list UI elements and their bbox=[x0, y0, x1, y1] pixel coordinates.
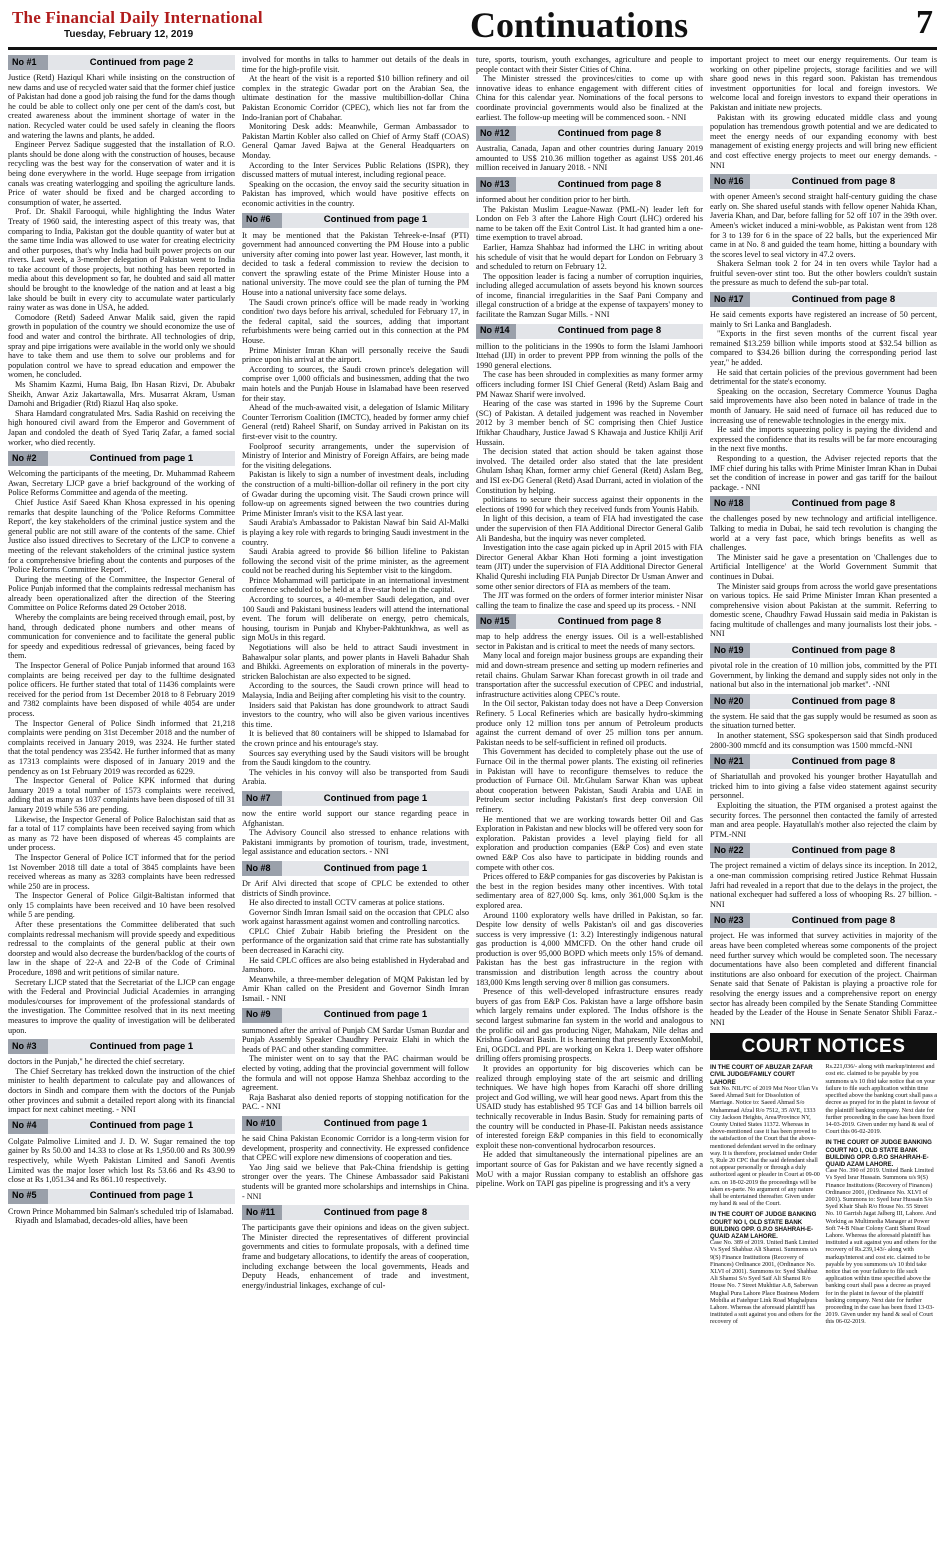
column-3 bbox=[476, 55, 703, 1565]
continuation-header bbox=[8, 1189, 235, 1204]
article-paragraph: Secretary LJCP stated that the Secretariat of the LJCP can engage with the Federal and Provincial Judicial Academies in arranging modules/courses for improvement of the professional standards of the investigation. The Committee resolved that in its next meeting measures to improve the quality of investigation will be deliberated upon. bbox=[8, 977, 235, 1035]
continuation-header bbox=[242, 1008, 469, 1023]
masthead-rule bbox=[8, 47, 937, 50]
continuation-header bbox=[242, 213, 469, 228]
article-paragraph: The Inspector General of Police Gilgit-Baltistan informed that only 15 complaints have been received and 10 have been resolved while 5 are pending. bbox=[8, 891, 235, 920]
continued-from-label: Continued from page 8 bbox=[750, 694, 937, 709]
article-paragraph: ture, sports, tourism, youth exchanges, agriculture and people to people contact with their Sister Cities of China. bbox=[476, 55, 703, 74]
story-number: No #22 bbox=[710, 843, 750, 858]
court-notices-banner: COURT NOTICES bbox=[710, 1033, 937, 1060]
story-number: No #16 bbox=[710, 174, 750, 189]
article-paragraph: Ahead of the much-awaited visit, a delegation of Islamic Military Counter Terrorism Coalition (IMCTC), headed by former army chief General (retd) Raheel Sharif, on Sunday arrived in Pakistan on its first-ever visit to the country. bbox=[242, 403, 469, 441]
continuation-header bbox=[8, 55, 235, 70]
article-paragraph: Prof. Dr. Shakil Farooqui, while highlighting the Indus Water Treaty of 1960 said, the interesting aspect of this treaty was, that comparing to India, Pakistan got the double quantity of water but at the same time India was allowed to use water for creating electricity and other purposes, that's why India had built power projects on our rivers. Last week, a 3-member delegation of Pakistan went to India to take account of those projects, but nothing has been reported in media about this development so far, he doubted and said all matter should be brought to the knowledge of the nation and at least a big lake should be built in every city to accumulate water particularly rainy water as was done in USA, he added. bbox=[8, 207, 235, 313]
article-paragraph: Insiders said that Pakistan has done groundwork to attract Saudi investors to the country, who will also be given various incentives this time. bbox=[242, 700, 469, 729]
article-paragraph: The Inspector General of Police ICT informed that for the period 1st November 2018 till date a total of 3845 complaints have been received whereas as many as 3283 complaints have been redressed while 250 are in process. bbox=[8, 852, 235, 891]
article-paragraph: Monitoring Desk adds: Meanwhile, German Ambassador to Pakistan Martin Kobler also called on Chief of Army Staff (COAS) General Qamar Javed Bajwa at the General Headquarters on Monday. bbox=[242, 122, 469, 160]
article-paragraph: It provides an opportunity for big discoveries which can be realized through employing state of the art seismic and drilling techniques. We have high hopes from Karachi off shore drilling project and God willing, we will hear good news. Apart from this the USAID study has established 95 TCF Gas and 14 billion barrels oil technically recoverable in Indus Basin. Study for remaining parts of the country will be conducted in Phase-II. Pakistan needs assistance of interested foreign E&P companies in this field to economically exploit these non-conventional hydrocarbon resources. bbox=[476, 1064, 703, 1150]
article-paragraph: It is believed that 80 containers will be shipped to Islamabad for the crown prince and his entourage's stay. bbox=[242, 729, 469, 748]
story-number: No #6 bbox=[242, 213, 282, 228]
article-paragraph: The project remained a victim of delays since its inception. In 2012, a one-man commission comprising retired Justice Rehmat Hussain Jafri had revealed in a report that due to the delays in the project, the national exchequer had suffered a loss of whooping Rs. 27 billion. - NNI bbox=[710, 861, 937, 909]
article-paragraph: Justice (Retd) Haziqul Khari while insisting on the construction of new dams and use of recycled water said that the former chief justice of Pakistan had done a good job raising the fund for the dams though he could be able to collect only one per cent of the dam's cost, but created awareness about the imminent shortage of water in the nation. Recycled water could be used safely in cleaning the floors and watering the lawns and plants, he added. bbox=[8, 73, 235, 140]
continuation-header bbox=[8, 1039, 235, 1054]
story-number: No #9 bbox=[242, 1008, 282, 1023]
article-paragraph: At the heart of the visit is a reported $10 billion refinery and oil complex in the strategic Gwadar port on the Arabian Sea, the ultimate destination for the massive multibillion-dollar China Pakistan Economic Corridor (CPEC), which lies not far from the Indo-Iranian port of Chabahar. bbox=[242, 74, 469, 122]
story-number: No #12 bbox=[476, 126, 516, 141]
story-number: No #10 bbox=[242, 1116, 282, 1131]
continuation-header bbox=[8, 1119, 235, 1134]
continued-from-label: Continued from page 8 bbox=[516, 614, 703, 629]
article-paragraph: He also directed to install CCTV cameras at police stations. bbox=[249, 898, 445, 908]
article-paragraph: He added that simultaneously the international pipelines are an important source of Gas for Pakistan and we have recently signed a MoU with a major Russian company to establish an offshore gas pipeline. Work on TAPI gas pipeline is progressing and it's a very bbox=[476, 1150, 703, 1189]
court-notice-heading: IN THE COURT OF ABUZAR ZAFAR CIVIL JUDGE/FAMILY COURT LAHORE bbox=[710, 1064, 813, 1086]
article-paragraph: The Minister stressed the provinces/cities to come up with innovative ideas to enhance engagement with different cities of China for this calendar year. Nominations of the focal persons to coordinate provincial governments would also be finalized at the earliest. The follow-up meeting will be commenced soon. - NNI bbox=[476, 74, 703, 122]
article-paragraph: with opener Ameen's second straight half-century guiding the chase early on. She shared useful stands with fellow opener Nahida Khan, Javeria Khan, and Dar, before falling for 52 off 107 in the 39th over. Ameen's wicket induced a mini-wobble, as Pakistan went from 128 for 3 to 139 for 6 in the space of 22 balls, but the experienced Mir came in at No. 8 and guided the team home, hitting a boundary with the scores level to seal victory in 47.2 overs. bbox=[710, 192, 937, 259]
story-number: No #3 bbox=[8, 1039, 48, 1054]
article-paragraph: He said CPLC offices are also being established in Hyderabad and Jamshoro. bbox=[242, 955, 469, 975]
article-paragraph: "Exports in the first seven months of the current fiscal year remained $13.259 billion while imports stood at $32.54 billion as compared to $34.26 billion during the corresponding period last year," he added. bbox=[710, 329, 937, 368]
article-paragraph: Crown Prince Mohammed bin Salman's scheduled trip of Islamabad. bbox=[8, 1206, 234, 1216]
article-paragraph: Speaking on the occasion, Secretary Commerce Younus Dagha said improvements have also been noted in balance of trade in the month of January. He said need of furnace oil has reduced due to increasing use of renewable technologies in the energy mix. bbox=[710, 386, 937, 425]
continued-from-label: Continued from page 8 bbox=[516, 324, 703, 339]
article-paragraph: he said China Pakistan Economic Corridor is a long-term vision for development, prosperity and connectivity. He expressed confidence that CPEC will explore new dimensions of cooperation and ties. bbox=[242, 1133, 469, 1163]
continuation-header bbox=[242, 1205, 469, 1220]
article-paragraph: The case has been shrouded in complexities as many former army officers including former ISI Chief General (Retd) Aslam Baig and PM Nawaz Sharif were involved. bbox=[476, 370, 703, 399]
continued-from-label: Continued from page 8 bbox=[750, 174, 937, 189]
continuation-header bbox=[242, 1116, 469, 1131]
continuation-header bbox=[710, 694, 937, 709]
continued-from-label: Continued from page 8 bbox=[750, 913, 937, 928]
story-number: No #15 bbox=[476, 614, 516, 629]
article-paragraph: summoned after the arrival of Punjab CM Sardar Usman Buzdar and Punjab Assembly Speaker Chaudhry Pervaiz Elahi in which the heads of PAC and other standing committee. bbox=[242, 1025, 469, 1054]
column-1 bbox=[8, 55, 235, 1565]
article-paragraph: Chief Justice Asif Saeed Khan Khosa expressed in his opening remarks that despite launching of the 'Police Reforms Committee Report', the key stakeholders of the criminal justice system and the general public are not still aware of the contents of the same. Chief Justice also issued directives to Secretary of the LJCP to convene a meeting of the relevant stakeholders of the criminal justice system for a comprehensive briefing about the contents and purposes of the 'Police Reforms Committee Report'. bbox=[8, 497, 235, 575]
continued-from-label: Continued from page 8 bbox=[750, 643, 937, 658]
article-paragraph: Earlier, Hamza Shahbaz had informed the LHC in writing about his schedule of visit that he would depart for London on February 3 and scheduled to return on February 12. bbox=[476, 242, 703, 272]
article-paragraph: Negotiations will also be held to attract Saudi investment in Bahawalpur solar plants, and power plants in Haveli Bahadur Shah and Bhikki. Agreements on exploration of minerals in the poverty-stricken Balochistan are also expected to be signed. bbox=[242, 643, 469, 681]
article-paragraph: Welcoming the participants of the meeting, Dr. Muhammad Raheem Awan, Secretary LJCP gave a brief background of the working of Police Reforms Committee and agenda of the meeting. bbox=[8, 469, 235, 498]
column-2 bbox=[242, 55, 469, 1565]
story-number: No #1 bbox=[8, 55, 48, 70]
continued-from-label: Continued from page 1 bbox=[282, 791, 469, 806]
article-paragraph: Meanwhile, a three-member delegation of MQM Pakistan led by Amir Khan called on the President and Governor Sindh Imran Ismail. - NNI bbox=[242, 974, 469, 1004]
continued-from-label: Continued from page 1 bbox=[48, 1119, 235, 1134]
article-paragraph: According to the sources, the Saudi crown prince will head to Malaysia, India and Beijing after completing his visit to the country. bbox=[242, 681, 469, 700]
article-paragraph: Whereby the complaints are being received through email, post, by hand, through dedicated phone numbers and other means of communication for convenience and to facilitate the general public for speedy and expeditious redressal of grievances, being faced by them. bbox=[8, 613, 235, 661]
article-paragraph: The vehicles in his convoy will also be transported from Saudi Arabia. bbox=[242, 767, 469, 787]
story-number: No #21 bbox=[710, 754, 750, 769]
continued-from-label: Continued from page 1 bbox=[282, 213, 469, 228]
article-paragraph: The Saudi crown prince's office will be made ready in 'working condition' two days before his arrival, scheduled for February 17, in the federal capital, said the sources, adding that important refurbishments were being carried out in this connection at the PM House. bbox=[242, 297, 469, 346]
court-notices bbox=[710, 1064, 937, 1329]
article-paragraph: informed about her condition prior to her birth. bbox=[476, 194, 631, 204]
court-notice-column bbox=[826, 1064, 938, 1329]
continuation-header bbox=[242, 861, 469, 876]
article-paragraph: Comodore (Retd) Sadeed Anwar Malik said, given the rapid growth in population of the country we should economize the use of food and water and control the birthrate. All technologies of drip, spray and pipe irrigations were available in the world only we should have to take them and use them to solve our problems and for population control we have to spread education and empower the women, he concluded. bbox=[8, 312, 235, 380]
continued-from-label: Continued from page 8 bbox=[750, 496, 937, 511]
article-paragraph: Shara Hamdard congratulated Mrs. Sadia Rashid on receiving the high honoured civil award from the Emperor and Government of Japan and condoled the death of Syed Tariq Zafar, a famed social worker, who died recently. bbox=[8, 408, 235, 447]
court-notice-column bbox=[710, 1064, 822, 1329]
continuation-header bbox=[476, 177, 703, 192]
article-paragraph: The Inspector General of Police Sindh informed that 21,218 complaints were pending on 31st December 2018 and the number of complaints received in January 2019, was 2324. He further stated that the total pendency was 23542. He further informed that as many as 17313 complaints were disposed of in January 2019 and the pendency as on 1st February 2019 was recorded as 6229. bbox=[8, 718, 235, 776]
continuation-header bbox=[710, 496, 937, 511]
story-number: No #23 bbox=[710, 913, 750, 928]
story-number: No #17 bbox=[710, 292, 750, 307]
column-4 bbox=[710, 55, 937, 1565]
story-number: No #7 bbox=[242, 791, 282, 806]
article-paragraph: Colgate Palmolive Limited and J. D. W. Sugar remained the top gainer by Rs 50.00 and 14.33 to close at Rs 1,950.00 and Rs 300.99 respectively, while Wyeth Pakistan Limited and Sanofi Aventis Limited was the major loser which lost Rs 53.66 and Rs 43.90 to close at Rs 1,051.34 and Rs 861.10 respectively. bbox=[8, 1136, 235, 1185]
article-paragraph: Responding to a question, the Adviser rejected reports that the IMF chief during his talks with Prime Minister Imran Khan in Dubai set the condition of increase in power and gas tariff for the bailout package. - NNI bbox=[710, 453, 937, 492]
article-paragraph: In the Oil sector, Pakistan today does not have a Deep Conversion Refinery. 5 Local Refineries which are basically hydro-skimming produce only 12 million tons per annum of Petroleum products against the current demand of over 25 million tons per annum. Pakistan needs to be self-sufficient in refined oil products. bbox=[476, 699, 703, 747]
article-paragraph: project. He was informed that survey activities in majority of the areas have been completed whereas some components of the project need further survey which would be completed soon. The necessary documentations have also been completed and different financial institutions are also onboard for execution of the project. Chairman Senate said that Senate of Pakistan is playing a proactive role for resolving the energy issues and a comprehensive report on energy sector has already been compiled by the Senate Standing Committee headed by the Leader of the House in Senate Senator Shibli Faraz.-NNI bbox=[710, 931, 937, 1027]
article-paragraph: The JIT was formed on the orders of former interior minister Nisar calling the team to finalize the case and speed up its process. - NNI bbox=[476, 591, 703, 610]
article-paragraph: The participants gave their opinions and ideas on the given subject. The Minister directed the representatives of different provincial governments and cities to formulate proposals, with a defined time frame and budgetary allocations, to identify the areas of cooperation, including exchange between the local governments, Heads and Deputy Heads, enhancement of trade and investment, energy/industrial linkages, exchange of cul- bbox=[242, 1223, 469, 1290]
article-paragraph: Governor Sindh Imran Ismail said on the occasion that CPLC also work against harassment against women and controlling narcotics. bbox=[242, 907, 469, 927]
article-paragraph: Pakistan with its growing educated middle class and young population has tremendous growth potential and we are dedicated to meet the energy needs of our expanding economy with best management of existing energy projects and will bring new efficient and cost effective energy projects to meet our energy demands. - NNI bbox=[710, 112, 937, 170]
continued-from-label: Continued from page 8 bbox=[750, 754, 937, 769]
article-paragraph: The Minister said he gave a presentation on 'Challenges due to Artificial Intelligence' at the World Government Summit that continues in Dubai. bbox=[710, 552, 937, 581]
continued-from-label: Continued from page 8 bbox=[516, 126, 703, 141]
story-number: No #11 bbox=[242, 1205, 282, 1220]
continuation-header bbox=[242, 791, 469, 806]
continued-from-label: Continued from page 1 bbox=[282, 1116, 469, 1131]
continuation-header bbox=[710, 643, 937, 658]
court-notice-heading: IN THE COURT OF JUDGE BANKING COURT NO I, OLD STATE BANK BUILDING OPP. G.P.O SHAHRAH-E-QUAID AZAM LAHORE. bbox=[710, 1211, 817, 1240]
article-paragraph: Raja Basharat also denied reports of stopping notification for the PAC. - NNI bbox=[242, 1092, 469, 1112]
article-paragraph: According to sources, the Saudi crown prince's delegation will comprise over 1,000 officials and businessmen, adding that the two main hotels and the Punjab House in Islamabad have been reserved for their stay. bbox=[242, 364, 469, 403]
story-number: No #14 bbox=[476, 324, 516, 339]
article-paragraph: He said the imports squeezing policy is paying the dividend and expressed the confidence that its results will be far more encouraging in the next five months. bbox=[710, 425, 937, 454]
article-paragraph: Prime Minister Imran Khan will personally receive the Saudi prince upon his arrival at the airport. bbox=[242, 345, 469, 365]
article-paragraph: Australia, Canada, Japan and other countries during January 2019 amounted to US$ 210.36 million together as against US$ 201.46 million received in January 2018. - NNI bbox=[476, 144, 703, 173]
story-number: No #20 bbox=[710, 694, 750, 709]
article-paragraph: important project to meet our energy requirements. Our team is working on other pipeline projects, storage facilities and we will share good news in this regard soon. Pakistan has tremendous investment opportunities for local and foreign investors. We welcome local and foreign investors to expand their operations in Pakistan and initiate new projects. bbox=[710, 55, 937, 112]
continued-from-label: Continued from page 1 bbox=[48, 1189, 235, 1204]
article-paragraph: Saudi Arabia's Ambassador to Pakistan Nawaf bin Said Al-Malki is playing a key role with regards to bringing Saudi investment in the country. bbox=[242, 518, 469, 547]
court-notice-body: Suit No. NIL/FC of 2019 Mst Noor Ulan Vs Saeed Ahmad Suit for Dissolution of Marriage. Notice to: Saeed Ahmad S/o Muhammad Afzal R/o 7512, 35 AVE, 1333 City Jackson Heights, Area/Province NY, County United States 11372. Whereas in above-mentioned case it has been proved to the satisfaction of the Court that the above-mentioned defendant served in the ordinary way. It is therefore, proclaimed under Order 5, Rule 20 CPC that the said defendant shall not appear personally or through a duly authorized agent or pleader in Court at 09-00 a.m. on 18-02-2019 the proceedings will be taken ex-parte. No argument of any nature shall be entertained thereafter. Given under my hand & seal of the Court. bbox=[710, 1085, 820, 1208]
article-paragraph: He said that certain policies of the previous government had been detrimental for the state's economy. bbox=[710, 367, 937, 387]
article-paragraph: CPLC Chief Zubair Habib briefing the President on the performance of the organization said that crime rate has substantially been decreased in Karachi city. bbox=[242, 926, 469, 956]
continuation-header bbox=[710, 913, 937, 928]
article-paragraph: the challenges posed by new technology and artificial intelligence. Talking to media in Dubai, he said tech revolution is changing the world at a very fast pace, which brings benefits as well as challenges. bbox=[710, 514, 937, 553]
continued-from-label: Continued from page 2 bbox=[48, 55, 235, 70]
article-paragraph: The Pakistan Muslim League-Nawaz (PML-N) leader left for London on Feb 3 after the Lahore High Court (LHC) ordered his name to be taken off the Exit Control List. It had granted him a one-time exemption to travel abroad. bbox=[476, 204, 703, 243]
continuation-header bbox=[710, 174, 937, 189]
article-paragraph: Engineer Pervez Sadique suggested that the installation of R.O. plants should be done along with the construction of houses, because recycling was the best way for the conservation of water and it is being done everywhere in the world. Huge seepage from irrigation canals was creating waterlogging and spoiling the agriculture lands. Price of water should be fixed and be charged according to consumption of water, he asserted. bbox=[8, 140, 235, 207]
continued-from-label: Continued from page 8 bbox=[750, 843, 937, 858]
story-number: No #2 bbox=[8, 451, 48, 466]
article-paragraph: The Minister said groups from across the world gave presentations on various topics. He said Prime Minister Imran Khan presented a comprehensive vision about Pakistan at the summit. Referring to domestic scene, Chaudhry Fawad Hussain said media in Pakistan is facing multitude of challenges and many journalists lost their jobs. - NNI bbox=[710, 581, 937, 639]
article-paragraph: map to help address the energy issues. Oil is a well-established sector in Pakistan and is critical to meet the needs of many sectors. bbox=[476, 632, 703, 651]
continuation-header bbox=[710, 754, 937, 769]
article-paragraph: The Inspector General of Police Punjab informed that around 163 complaints are being received per day to the fulltime designated police officers. He further stated that total of 11436 complaints were received for the period from 1st December 2018 to 8 February 2019 and 7382 complaints have been disposed of while 4054 are under process. bbox=[8, 661, 235, 718]
article-paragraph: Speaking on the occasion, the envoy said the security situation in Pakistan has improved, which would have positive effects on economic activities in the country. bbox=[242, 179, 469, 208]
section-title: Continuations bbox=[470, 5, 689, 45]
article-paragraph: Saudi Arabia agreed to provide $6 billion lifeline to Pakistan following the second visit of the prime minister, as the agreement could not be reached during his September visit to the kingdom. bbox=[242, 547, 469, 576]
article-paragraph: The minister went on to say that the PAC chairman would be elected by voting, adding that the provincial government will follow the formula and will not oppose Hamza Shehbaz according to the agreement. bbox=[242, 1054, 469, 1093]
article-paragraph: This Government has decided to completely phase out the use of Furnace Oil in the thermal power plants. The existing oil refineries in Pakistan will have to reconfigure themselves to reduce the production of Furnace Oil. Mr.Ghulam Sarwar Khan was upbeat about cooperation between Pakistan, Saudi Arabia and UAE in Petroleum sector including Pakistan's first deep conversion Oil refinery. bbox=[476, 747, 703, 814]
article-paragraph: Ms Shamim Kazmi, Huma Baig, Ibn Hasan Rizvi, Dr. Abubakr Sheikh, Anwar Aziz Jakartawalla, Mrs. Musarrat Akram, Usman Damohi and Brigadier (Rtd) Riazul Haq also spoke. bbox=[8, 380, 235, 409]
story-number: No #13 bbox=[476, 177, 516, 192]
article-paragraph: During the meeting of the Committee, the Inspector General of Police Punjab informed that the complaints redressal mechanism has already been operationalized after the direction of the Steering Committee on Police Reforms dated 29 October 2018. bbox=[8, 574, 235, 613]
story-number: No #8 bbox=[242, 861, 282, 876]
continued-from-label: Continued from page 8 bbox=[516, 177, 703, 192]
article-paragraph: Investigation into the case again picked up in April 2015 with FIA Director General Akbar Khan Hoti forming a joint investigation team (JIT) under the supervision of FIA Additional Director General Khalid Qureshi including FIA Punjab Director Dr Usman Anwer and some other senior directors of FIA as members of the team. bbox=[476, 543, 703, 591]
continuation-header bbox=[476, 324, 703, 339]
article-paragraph: now the entire world support our stance regarding peace in Afghanistan. bbox=[242, 808, 469, 828]
article-columns bbox=[8, 55, 937, 1565]
article-paragraph: The Inspector General of Police KPK informed that during January 2019 a total number of 1573 complaints were received, adding that as many as 1037 complaints have been disposed of till 31 January 2019 while 536 are pending. bbox=[8, 776, 235, 814]
article-paragraph: In light of this decision, a team of FIA had investigated the case under the supervision of then FIA Additional Director General Galib Ali Bandesha, but the inquiry was never completed. bbox=[476, 514, 703, 543]
article-paragraph: Dr Arif Alvi directed that scope of CPLC be extended to other districts of Sindh province. bbox=[242, 878, 469, 898]
continued-from-label: Continued from page 1 bbox=[48, 451, 235, 466]
masthead bbox=[8, 6, 937, 52]
article-paragraph: the system. He said that the gas supply would be resumed as soon as the situation turned better. bbox=[710, 711, 937, 731]
story-number: No #18 bbox=[710, 496, 750, 511]
article-paragraph: Exploiting the situation, the PTM organised a protest against the security forces. The personnel then contacted the family of arrested man and area people. Hayatullah's mother also rejected the claim by PTM.-NNI bbox=[710, 801, 937, 839]
article-paragraph: Prince Mohammad will participate in an international investment conference scheduled to be held at a five-star hotel in the capital. bbox=[242, 575, 469, 595]
court-notice-body: Case No. 390 of 2019. United Bank Limited Vs Syed Israr Hussain. Summons u/s 9(S) Finance Institutions (Recovery of Finances) Ordinance 2001, (Ordinance No. XLVI of 2001). Summons to: Syed Israr Hussain S/o Syed Khair Shah R/o House No. 55 Street No. 10 Garrish Jagat Jalberg III, Lahore. And Working as Multimedia Manager at Power Soft 74-B Nisar Colony Cantt Shami Road Lahore. Whereas the aforesaid plaintiff has instituted a suit against you and others for the recovery of Rs.239,143/- along with markup/interest and cost etc. claimed to be payable by you summons u/s 10 ibid take notice that on your failure to file such application within time specified above the banking court shall pass a decree as prayed for in the plaint in favour of the plaintiff banking company. Next date for further proceeding in the case has been fixed 13-03-2019. Given under my hand & seal of Court this 06-02-2019. bbox=[825, 1168, 937, 1326]
continuation-header bbox=[710, 843, 937, 858]
article-paragraph: According to the Inter Services Public Relations (ISPR), they discussed matters of mutual interest, including regional peace. bbox=[242, 160, 469, 180]
article-paragraph: Shakera Selman took 2 for 24 in ten overs while Taylor had a fruitful seven-over stint too. But the other bowlers couldn't sustain the pressure as much to defend the sub-par total. bbox=[710, 259, 937, 288]
article-paragraph: Yao Jing said we believe that Pak-China friendship is getting stronger over the years. The Chinese Ambassador said Pakistani students will be granted more scholarships and internships in China. - NNI bbox=[242, 1162, 469, 1201]
court-notice-body: Case No. 389 of 2019. United Bank Limited Vs Syed Shahbaz Ali Shamsi. Summons u/s 9(S) Finance Institutions (Recovery of Finances) Ordinance 2001, (Ordinance No. XLVI of 2001). Summons to: Syed Shahbaz Ali Shamsi S/o Syed Saif Ali Shamsi R/o House No. 7 Street Mukhtiar A.8, Saberwan Mughal Pura Lahore Place Business Modern Mobilia at Fatehpur Link Road Mughalpura Lahore. Whereas the aforesaid plaintiff has instituted a suit against you and others for the recovery of bbox=[710, 1240, 822, 1326]
article-paragraph: Sources say everything used by the Saudi visitors will be brought from the Saudi kingdom to the country. bbox=[242, 748, 469, 768]
issue-date: Tuesday, February 12, 2019 bbox=[64, 29, 194, 40]
story-number: No #19 bbox=[710, 643, 750, 658]
continuation-header bbox=[8, 451, 235, 466]
newspaper-name: The Financial Daily International bbox=[12, 8, 263, 27]
court-notice-body: Rs.221,036/- along with markup/interest and cost etc. claimed to be payable by you summons u/s 10 ibid take notice that on your failure to file such application within time specified above the banking court shall pass a decree as prayed for in the plaint in favour of the plaintiff banking company. Next date for further proceeding in the case has been fixed 14-03-2019. Given under my hand & seal of Court this 06-02-2019. bbox=[825, 1064, 937, 1136]
article-paragraph: Many local and foreign major business groups are expanding their mid and down-stream presence and setting up modern refineries and retail chains. Ghulam Sarwar Khan forecast growth in oil trade and transportation after the successful execution of CPEC and industrial, infrastructure activities along CPEC's route. bbox=[476, 651, 703, 699]
article-paragraph: involved for months in talks to hammer out details of the deals in time for the high-profile visit. bbox=[242, 55, 469, 74]
article-paragraph: According to sources, a 40-member Saudi delegation, and over 100 Saudi and Pakistani business leaders will attend the international event. The forum will deliberate on energy, petro chemicals, housing, tourism in Punjab and Khyber-Pakhtunkhwa, as well as sign MoUs in this regard. bbox=[242, 595, 469, 643]
story-number: No #5 bbox=[8, 1189, 48, 1204]
article-paragraph: Pakistan is likely to sign a number of investment deals, including the construction of a multi-billion-dollar oil refinery in the port city of Gwadar during the upcoming visit. The Saudi crown prince will follow-up on agreements signed between the two countries during Prime Minister Imran's visit to the KSA last year. bbox=[242, 470, 469, 518]
article-paragraph: The decision stated that action should be taken against those involved. The detailed order also stated that the late president Ghulam Ishaq Khan, former army chief General (Retd) Aslam Beg, and ISI ex-DG General (Retd) Asad Durrani, acted in violation of the Constitution by helping. bbox=[476, 447, 703, 495]
article-paragraph: doctors in the Punjab," he directed the chief secretary. bbox=[8, 1057, 185, 1067]
article-paragraph: pivotal role in the creation of 10 million jobs, committed by the PTI Government, by linking the demand and supply sides not only in the national but also in the international job market". -NNI bbox=[710, 661, 937, 690]
article-paragraph: He said cements exports have registered an increase of 50 percent, mainly to Sri Lanka and Bangladesh. bbox=[710, 310, 937, 329]
article-paragraph: After these presentations the Committee deliberated that such complaints redressal mechanism will provide speedy and expeditious redressal to the complaints of the general public at their own doorstep and would also decrease the burden/backlog of the courts of law in the shape of 22-A and 22-B of the Code of Criminal Procedure, 1898 and writ petitions of similar nature. bbox=[8, 920, 235, 978]
article-paragraph: Prices offered to E&P companies for gas discoveries by Pakistan is the best in the region besides many other incentives. With total sedimentary area of 827,000 Sq. kms, only 361,000 Sq.km is the explored area. bbox=[476, 872, 703, 910]
article-paragraph: Riyadh and Islamabad, decades-old allies, have been bbox=[15, 1216, 188, 1226]
continued-from-label: Continued from page 1 bbox=[48, 1039, 235, 1054]
article-paragraph: The Chief Secretary has trekked down the instruction of the chief minister to health department to calculate pay and allowances of doctors in Sindh and compare them with the doctors of the Punjab other provinces and submit a detailed report along with its financial impact for next cabinet meeting. - NNI bbox=[8, 1066, 235, 1115]
article-paragraph: Likewise, the Inspector General of Police Balochistan said that as far a total of 117 complaints have been received saying from which as many as 72 have been disposed of whereas 45 complaints are under process. bbox=[8, 814, 235, 853]
continuation-header bbox=[476, 126, 703, 141]
court-notice-heading: IN THE COURT OF JUDGE BANKING COURT NO I, OLD STATE BANK BUILDING OPP. G.P.O SHAHRAH-E-QUAID AZAM LAHORE. bbox=[825, 1139, 932, 1168]
story-number: No #4 bbox=[8, 1119, 48, 1134]
article-paragraph: The opposition leader is facing a number of corruption inquiries, including alleged accumulation of assets beyond his known sources of income, financial irregularities in the Saaf Pani Company and illegal construction of a bridge at the expense of taxpayers' money to facilitate the Ramzan Sugar Mills. - NNI bbox=[476, 271, 703, 320]
continued-from-label: Continued from page 8 bbox=[750, 292, 937, 307]
article-paragraph: Around 1100 exploratory wells have drilled in Pakistan, so far. Despite low density of wells Pakistan's oil and gas discoveries success is very impressive (1: 3.2) Interestingly indigenous natural gas production is 4,000 MMCFD. On the other hand crude oil production is over 95,000 BOPD which meets only 15% of demand. Pakistan has the best gas infrastructure in the region with transmission and distribution length across the country about 183,000 Kms length serving over 8 million gas consumers. bbox=[476, 910, 703, 987]
continuation-header bbox=[710, 292, 937, 307]
article-paragraph: In another statement, SSG spokesperson said that Sindh produced 2800-300 mmcfd and its consumption was 1500 mmcfd.-NNI bbox=[710, 731, 937, 750]
article-paragraph: million to the politicians in the 1990s to form the Islami Jamhoori Ittehad (IJI) in order to prevent PPP from winning the polls of the 1990 general elections. bbox=[476, 341, 703, 370]
continued-from-label: Continued from page 1 bbox=[282, 861, 469, 876]
page-number: 7 bbox=[916, 4, 933, 41]
article-paragraph: Hearing of the case was started in 1996 by the Supreme Court (SC) of Pakistan. A detailed judgement was reached in November 2012 by 3 member bench of SC comprising then Chief Justice Iftikhar Chaudhary, Justice Jawad S Khawaja and Justice Khilji Arif Hussain. bbox=[476, 399, 703, 447]
continued-from-label: Continued from page 1 bbox=[282, 1008, 469, 1023]
continuation-header bbox=[476, 614, 703, 629]
article-paragraph: Presence of this well-developed infrastructure ensures ready buyers of gas from E&P Cos. Pakistan have a large offshore basin which largely remains under explored. The Indus offshore is the second largest submarine fan system in the world and analogous to the prolific oil and gas producing Niger, Mahakam, Nile deltas and Krishna Godavari Basin. It is heartening that presently ExxonMobil, Eni, OGDCL and PPL are working on Kekra 1. Deep water offshore drilling offers promising prospects. bbox=[476, 987, 703, 1064]
article-paragraph: of Shariatullah and provoked his younger brother Hayatullah and tricked him to into giving a false video statement against security personnel. bbox=[710, 772, 937, 801]
article-paragraph: politicians to secure their success against their opponents in the elections of 1990 for which they received funds from Younis Habib. bbox=[476, 495, 703, 514]
article-paragraph: The Advisory Council also stressed to enhance relations with Pakistani immigrants by promotion of tourism, trade, investment, legal assistance and education sectors. - NNI bbox=[242, 828, 469, 857]
article-paragraph: He mentioned that we are working towards better Oil and Gas Exploration in Pakistan and new blocks will be offered very soon for exploration. Pakistan provides a level playing field for all exploration and production companies (E&P Cos) and even state owned E&P Cos also have to participate in bidding rounds and compete with other cos. bbox=[476, 814, 703, 872]
article-paragraph: Foolproof security arrangements, under the supervision of Ministry of Interior and Ministry of Foreign Affairs, are being made for the visiting delegations. bbox=[242, 441, 469, 470]
article-paragraph: It may be mentioned that the Pakistan Tehreek-e-Insaf (PTI) government had announced converting the PM House into a public university after coming into power last year. However, last month, it decided to task a federal commission to review the decision to convert the sprawling estate of the Prime Minister House into a national university. The move could see the plan of turning the PM House into a national university face some delays. bbox=[242, 230, 469, 298]
continued-from-label: Continued from page 8 bbox=[282, 1205, 469, 1220]
